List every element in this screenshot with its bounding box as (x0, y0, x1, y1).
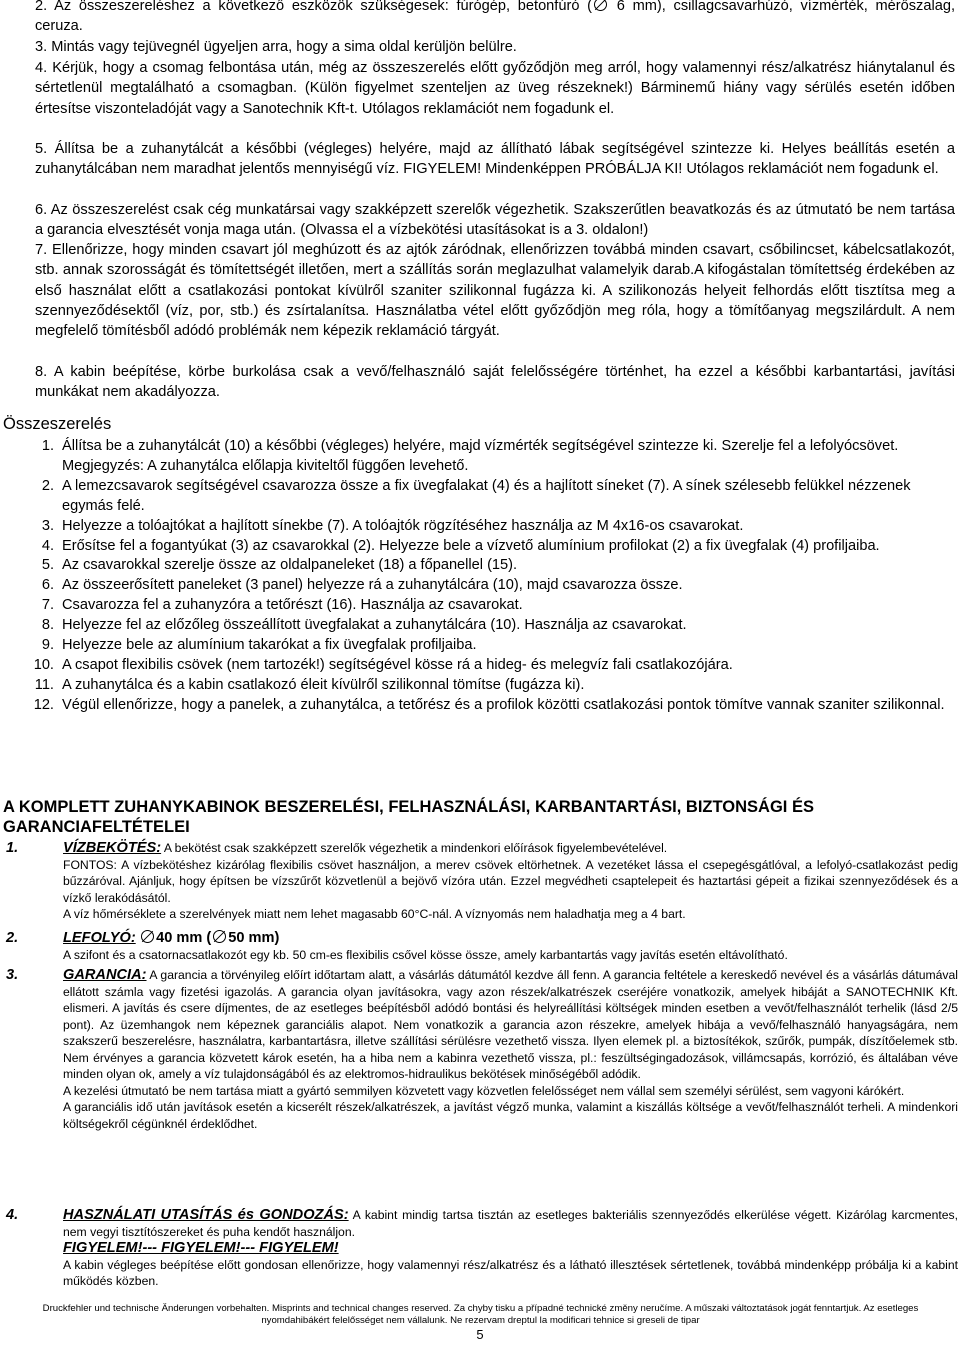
assembly-step (27, 656, 957, 676)
step-text: A lemezcsavarok segítségével csavarozza össze a fix üvegfalakat (4) és a hajlított síneket (7). A sínek szélesebb felükkel nézzenek egymás felé. (62, 477, 911, 514)
section-heading: LEFOLYÓ: (63, 930, 136, 946)
prep-item-2 (35, 0, 955, 37)
assembly-step (27, 636, 957, 656)
footer-line: nyomdahibákért felelősséget nem vállalunk. Ne rezervam dreptul la modificari tehnice si greseli de tipar (261, 1315, 700, 1326)
assembly-step (27, 596, 957, 616)
step-number: 10. (33, 656, 54, 673)
item-text: 6 mm), csillagcsavarhúzó, vízmérték, mérőszalag, ceruza. (35, 0, 955, 35)
assembly-step (27, 437, 957, 477)
step-text: Az csavarokkal szerelje össze az oldalpaneleket (18) a főpanellel (15). (62, 557, 518, 574)
section-heading: GARANCIA: (63, 967, 147, 983)
assembly-step (27, 537, 957, 557)
section-number: 1. (6, 840, 19, 856)
section-body (63, 930, 958, 963)
prep-item-3: 3. Mintás vagy tejüvegnél ügyeljen arra, hogy a sima oldal kerüljön belülre. (35, 39, 517, 55)
section-water-connection (3, 840, 958, 923)
step-number: 3. (41, 517, 54, 534)
section-number: 3. (6, 967, 19, 983)
prep-item-7: 7. Ellenőrizze, hogy minden csavart jól meghúzott és az ajtók záródnak, ellenőrizzen továbbá minden csavart, csőbilincset, kábelcsatlakozót, stb. annak szorosságát és tömítettségét illetően, mert a szállítás során meglazulhat valamelyik darab.A kifogástalan tömítettség érdekében az első használat előtt a csatlakozási pontokat kívülről szaniter szilikonnal fugázza ki. A szilikonozás helyeit felhordás előtt tisztítsa meg a szennyeződésektől (víz, por, stb.) és zsírtalanítsa. Használatba vétel előtt győződjön meg róla, hogy a tömítőanyag megszilárdult. A nem megfelelő tömítésből adódó problémák nem képezik reklamáció tárgyát. (35, 242, 955, 340)
section-usage-care (3, 1207, 958, 1290)
diameter-icon (141, 930, 154, 943)
prep-item-8: 8. A kabin beépítése, körbe burkolása csak a vevő/felhasználó saját felelősségére történhet, ha ezzel a későbbi karbantartási, javítási munkákat nem akadályozza. (35, 364, 955, 401)
prep-item-5: 5. Állítsa be a zuhanytálcát a későbbi (végleges) helyére, majd az állítható lábak segítségével szintezze ki. Helyes beállítás esetén a zuhanytálcában nem maradhat jelentős mennyiségű víz. FIGYELEM! Mindenképpen PRÓBÁLJA KI! Utólagos reklamációt nem fogadunk el. (35, 141, 955, 178)
warning-text: FIGYELEM!--- FIGYELEM!--- FIGYELEM! (63, 1240, 339, 1256)
step-text: A csapot flexibilis csövek (nem tartozék!) segítségével kösse rá a hideg- és melegvíz fali csatlakozójára. (62, 656, 733, 673)
section-heading: HASZNÁLATI UTASÍTÁS és GONDOZÁS: (63, 1207, 349, 1223)
assembly-heading: Összeszerelés (3, 415, 112, 433)
conditions-title: A KOMPLETT ZUHANYKABINOK BESZERELÉSI, FELHASZNÁLÁSI, KARBANTARTÁSI, BIZTONSÁGI ÉS GARANCIAFELTÉTELEI (3, 798, 814, 836)
section-paragraph: A kezelési útmutató be nem tartása miatt a gyártó semmilyen közvetett vagy közvetlen felelősséget nem vállal sem személyi sérülést, sem vagyoni kárókért. (63, 1083, 905, 1098)
footer-disclaimer (3, 1303, 958, 1327)
item-number: 2. (35, 0, 48, 14)
section-paragraph: A kabin végleges beépítése előtt gondosan ellenőrizze, hogy valamennyi rész/alkatrész és a látható illesztések sértetlenek, továbbá mindenképp próbálja ki a kabint működés közben. (63, 1257, 958, 1288)
item-text: Az összeszereléshez a következő eszközök szükségesek: fúrógép, betonfúró ( (54, 0, 593, 14)
step-text: Erősítse fel a fogantyúkat (3) az csavarokkal (2). Helyezze bele a vízvető alumínium profilokat (2) a fix üvegfalak (4) profiljaiba. (62, 537, 880, 554)
section-lead: A bekötést csak szakképzett szerelők végezhetik a mindenkori előírások figyelembevételével. (163, 841, 668, 855)
step-number: 12. (33, 696, 54, 713)
step-number: 4. (41, 537, 54, 554)
section-drain (3, 930, 958, 963)
diameter-icon (594, 0, 607, 11)
step-number: 9. (41, 637, 54, 654)
section-paragraph: A víz hőmérséklete a szerelvények miatt nem lehet magasabb 60°C-nál. A víznyomás nem haladhatja meg a 4 bart. (63, 907, 686, 921)
page-number: 5 (476, 1327, 484, 1342)
step-text: Helyezze fel az előzőleg összeállított üvegfalakat a zuhanytálcára (10). Használja az csavarokat. (62, 617, 687, 634)
step-text: Állítsa be a zuhanytálcát (10) a későbbi (végleges) helyére, majd vízmérték segítségével szintezze ki. Szerelje fel a lefolyócsövet. (62, 438, 899, 454)
step-text: Helyezze bele az alumínium takarókat a fix üvegfalak profiljaiba. (62, 637, 477, 654)
step-text: Az összeerősített paneleket (3 panel) helyezze rá a zuhanytálcára (10), majd csavarozza össze. (62, 577, 683, 594)
section-warranty (3, 967, 958, 1132)
section-body (63, 1207, 958, 1290)
step-number: 8. (41, 617, 54, 634)
step-number: 2. (41, 477, 54, 494)
step-text: Helyezze a tolóajtókat a hajlított sínekbe (7). A tolóajtók rögzítéséhez használja az M 4x16-os csavarokat. (62, 517, 744, 534)
section-paragraph: A garanciális idő után javítások esetén a kicserélt részek/alkatrészek, a javítást végző munka, valamint a kiszállás költsége a vevőt/felhasználót terheli. A mindenkori költségekről cégünknél érdeklődhet. (63, 1100, 958, 1131)
assembly-step (27, 616, 957, 636)
prep-item-4: 4. Kérjük, hogy a csomag felbontása után, még az összeszerelés előtt győződjön meg arról, hogy valamennyi rész/alkatrész hiánytalanul és sértetlenül megtalálható a csomagban. (Külön figyelmet szenteljen az üveg részeknek!) Bárminemű hiány vagy sérülés esetén időben értesítse viszonteladóját vagy a Sanotechnik Kft-t. Utólagos reklamációt nem fogadunk el. (35, 60, 955, 117)
assembly-step (27, 676, 957, 696)
drain-size: 50 mm) (228, 930, 280, 946)
step-text: Végül ellenőrizze, hogy a panelek, a zuhanytálca, a tetőrész és a profilok közötti csatlakozási pontok tömítve vannak szaniter szilikonnal. (62, 696, 945, 713)
step-number: 7. (41, 597, 54, 614)
assembly-steps (27, 437, 957, 716)
step-number: 11. (34, 676, 54, 693)
footer-line: Druckfehler und technische Änderungen vorbehalten. Misprints and technical changes reserved. Za chyby tisku a případné technické změny neručíme. A műszaki változtatások jogát fenntartjuk. Az esetleges (42, 1303, 919, 1314)
section-heading: VÍZBEKÖTÉS: (63, 840, 162, 856)
step-number: 5. (41, 557, 54, 574)
assembly-step (27, 576, 957, 596)
step-text: Csavarozza fel a zuhanyzóra a tetőrészt (16). Használja az csavarokat. (62, 597, 523, 614)
assembly-step (27, 696, 957, 716)
diameter-icon (213, 930, 226, 943)
section-number: 2. (6, 930, 19, 946)
section-paragraph: FONTOS: A vízbekötéshez kizárólag flexibilis csövet használjon, a merev csövek eltörhetnek. A vezetéket lássa el csepegésgátlóval, a lefolyó-csatlakozást pedig bűzzáróval. Ajánljuk, hogy építsen be vízszűrőt közvetlenül a bejövő vízóra után. Ezzel megvédheti csaptelepeit és haztartási gépeit a fizikai szennyeződések és a vízkő lerakódásától. (63, 857, 958, 905)
assembly-step (27, 556, 957, 576)
step-text: A zuhanytálca és a kabin csatlakozó éleit kívülről szilikonnal tömítse (fugázza ki). (62, 676, 585, 693)
step-note: Megjegyzés: A zuhanytálca előlapja kiviteltől függően levehető. (62, 457, 469, 474)
assembly-step (27, 477, 957, 517)
prep-item-6: 6. Az összeszerelést csak cég munkatársai vagy szakképzett szerelők végezhetik. Szakszerűtlen beavatkozás és az útmutató be nem tartása a garancia elvesztését vonja maga után. (Olvassa el a vízbekötési utasításokat is a 3. oldalon!) (35, 202, 955, 239)
section-lead: A kabint mindig tartsa tisztán az esetleges bakteriális szennyeződés elkerülése végett. Kizárólag karcmentes, nem vegyi tisztítószereket és puha kendőt használjon. (63, 1208, 958, 1239)
section-body (63, 967, 958, 1132)
section-number: 4. (6, 1207, 19, 1223)
section-lead: A garancia a törvényileg előírt időtartam alatt, a vásárlás dátumától kezdve áll fenn. A garancia feltétele a kereskedő nevével és a vásárlás dátumával ellátott számla vagy fizetési igazolás. A garancia olyan javításokra, vagy azon részek/alkatrészek cseréjére vonatkozik, amelyek hibáját a SANOTECHNIK Kft. elismeri. A javítás és csere díjmentes, de az esetleges beépítésből adódó bontási és helyreállítási költségek minden esetben a vevőt/felhasználót terhelik (lásd 2/5 pont). Az üzemhangok nem képeznek garanciális alapot. Nem vonatkozik a garancia azon részekre, amelyek hibája a vevő/felhasználó hanyagságára, nem szakszerű beszerelésre, használatra, karbantartásra, illetve szállítási sérülésre vezethető vissza. Ilyen elemek pl. a biztosítékok, szűrők, pumpák, díszítőelemek stb. Nem érvényes a garancia közvetett károk esetén, ha a hiba nem a kabinra vezethető vissza, pl.: feszültségingadozások, villámcsapás, korrózió, és általában véve minden olyan ok, amely a víz tulajdonságából és az elektromos-hidraulikus bekötések minőségéből adódik. (63, 968, 958, 1081)
section-paragraph: A szifont és a csatornacsatlakozót egy kb. 50 cm-es flexibilis csővel kösse össze, amely karbantartás vagy javítás esetén eltávolítható. (63, 947, 788, 962)
assembly-step (27, 517, 957, 537)
step-number: 1. (41, 438, 54, 454)
step-number: 6. (41, 577, 54, 594)
section-body (63, 840, 958, 923)
drain-size: 40 mm ( (156, 930, 212, 946)
